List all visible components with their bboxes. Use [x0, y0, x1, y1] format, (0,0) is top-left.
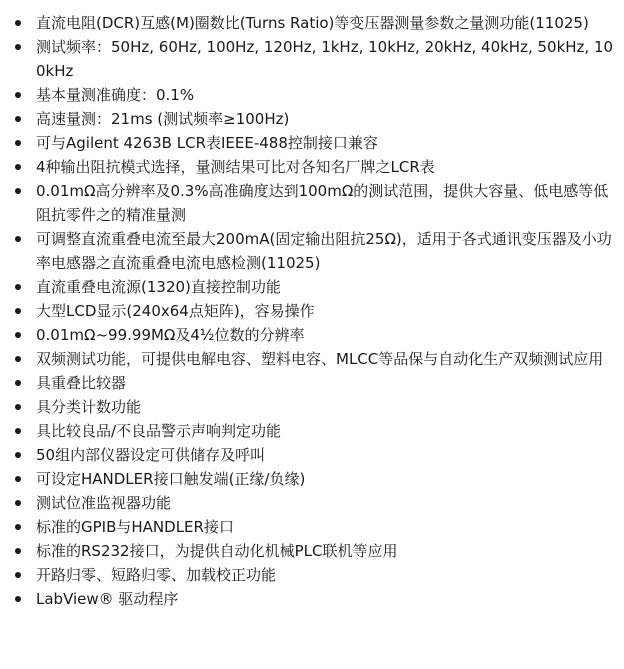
- list-item-text: 测试频率：50Hz, 60Hz, 100Hz, 120Hz, 1kHz, 10kHz, 20kHz, 40kHz, 50kHz, 100kHz: [36, 38, 614, 80]
- bullet-icon: [15, 476, 21, 482]
- list-item-text: 基本量测准确度：0.1%: [36, 86, 195, 104]
- list-item-text: 4种输出阻抗模式选择，量测结果可比对各知名厂牌之LCR表: [36, 158, 435, 176]
- list-item-text: 大型LCD显示(240x64点矩阵)，容易操作: [36, 302, 315, 320]
- bullet-icon: [15, 572, 21, 578]
- bullet-icon: [15, 236, 21, 242]
- list-item-text: 测试位准监视器功能: [36, 494, 172, 512]
- list-item: [36, 323, 614, 347]
- list-item-text: 0.01mΩ高分辨率及0.3%高准确度达到100mΩ的测试范围，提供大容量、低电感等低阻抗零件之的精准量测: [36, 182, 609, 224]
- bullet-icon: [15, 596, 21, 602]
- bullet-icon: [15, 428, 21, 434]
- list-item: [36, 515, 614, 539]
- list-item-text: 标准的RS232接口，为提供自动化机械PLC联机等应用: [36, 542, 398, 560]
- list-item: [36, 107, 614, 131]
- list-item: [36, 467, 614, 491]
- bullet-icon: [15, 548, 21, 554]
- bullet-icon: [15, 164, 21, 170]
- list-item-text: 可设定HANDLER接口触发端(正缘/负缘): [36, 470, 306, 488]
- list-item: [36, 11, 614, 35]
- list-item-text: 直流重叠电流源(1320)直接控制功能: [36, 278, 281, 296]
- list-item: [36, 419, 614, 443]
- list-item-text: 高速量测：21ms (测试频率≥100Hz): [36, 110, 290, 128]
- bullet-icon: [15, 140, 21, 146]
- list-item-text: 开路归零、短路归零、加载校正功能: [36, 566, 277, 584]
- list-item-text: 标准的GPIB与HANDLER接口: [36, 518, 234, 536]
- list-item: [36, 179, 614, 227]
- list-item-text: 50组内部仪器设定可供储存及呼叫: [36, 446, 266, 464]
- list-item: [36, 131, 614, 155]
- bullet-icon: [15, 116, 21, 122]
- list-item: [36, 347, 614, 371]
- list-item-text: 双频测试功能，可提供电解电容、塑料电容、MLCC等品保与自动化生产双频测试应用: [36, 350, 604, 368]
- list-item: [36, 371, 614, 395]
- bullet-icon: [15, 500, 21, 506]
- list-item: [36, 539, 614, 563]
- list-item: [36, 155, 614, 179]
- list-item: [36, 275, 614, 299]
- list-item: [36, 35, 614, 83]
- bullet-icon: [15, 404, 21, 410]
- bullet-icon: [15, 44, 21, 50]
- list-item-text: 可调整直流重叠电流至最大200mA(固定输出阻抗25Ω)，适用于各式通讯变压器及小功率电感器之直流重叠电流电感检测(11025): [36, 230, 612, 272]
- list-item-text: 0.01mΩ~99.99MΩ及4½位数的分辨率: [36, 326, 305, 344]
- list-item-text: 具重叠比较器: [36, 374, 127, 392]
- bullet-icon: [15, 356, 21, 362]
- list-item: [36, 299, 614, 323]
- bullet-icon: [15, 380, 21, 386]
- bullet-icon: [15, 188, 21, 194]
- bullet-icon: [15, 332, 21, 338]
- bullet-icon: [15, 524, 21, 530]
- list-item: [36, 227, 614, 275]
- list-item: [36, 491, 614, 515]
- bullet-icon: [15, 452, 21, 458]
- bullet-icon: [15, 284, 21, 290]
- list-item-text: 具比较良品/不良品警示声响判定功能: [36, 422, 282, 440]
- list-item: [36, 563, 614, 587]
- bullet-icon: [15, 308, 21, 314]
- bullet-icon: [15, 92, 21, 98]
- list-item-text: 具分类计数功能: [36, 398, 142, 416]
- list-item: [36, 83, 614, 107]
- list-item-text: LabView® 驱动程序: [36, 590, 179, 608]
- list-item: [36, 395, 614, 419]
- list-item: [36, 587, 614, 611]
- list-item-text: 可与Agilent 4263B LCR表IEEE-488控制接口兼容: [36, 134, 378, 152]
- bullet-icon: [15, 20, 21, 26]
- list-item: [36, 443, 614, 467]
- list-item-text: 直流电阻(DCR)互感(M)圈数比(Turns Ratio)等变压器测量参数之量测功能(11025): [36, 14, 589, 32]
